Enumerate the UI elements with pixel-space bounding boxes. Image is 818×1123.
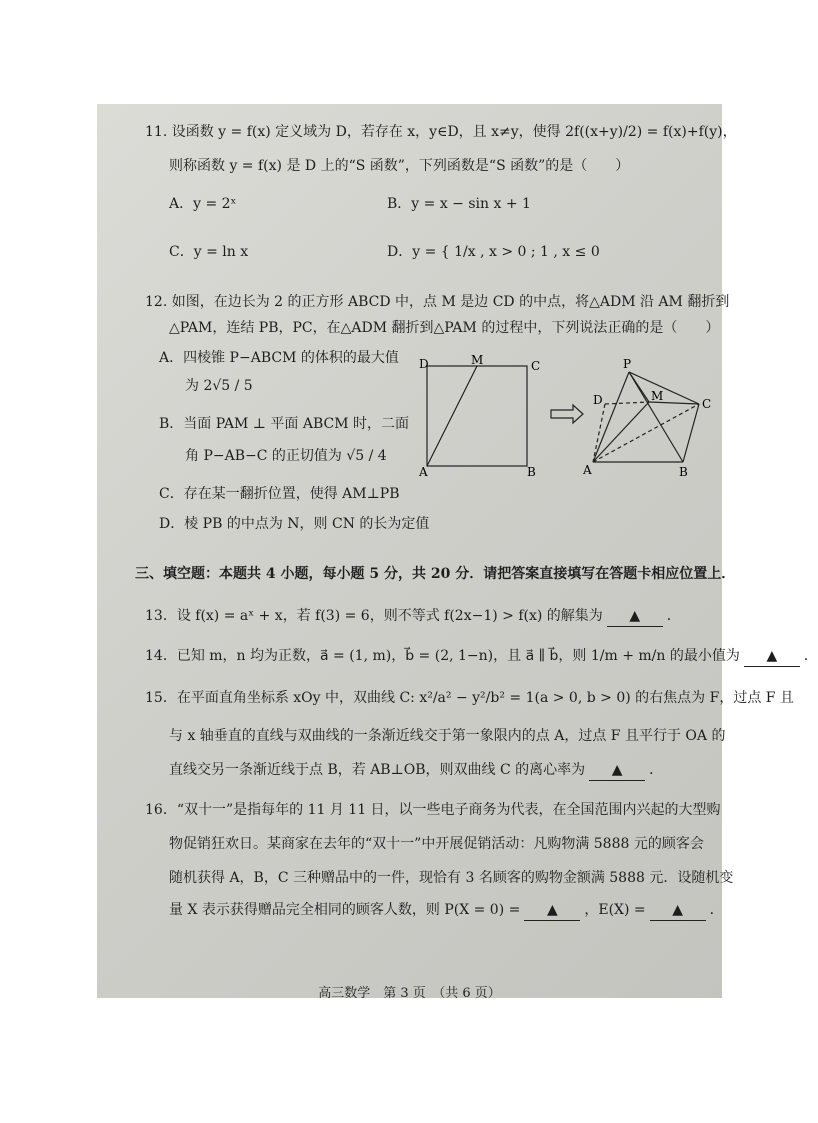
q15-line3-text: 直线交另一条渐近线于点 B，若 AB⊥OB，则双曲线 C 的离心率为 <box>169 762 586 778</box>
label-m-left: M <box>471 353 484 367</box>
label-b-right: B <box>679 465 688 479</box>
q11-line1: 11. 设函数 y = f(x) 定义域为 D，若存在 x，y∈D，且 x≠y，使得 2f((x+y)/2) = f(x)+f(y)， <box>145 124 737 140</box>
label-b-left: B <box>527 465 536 479</box>
q11-line2: 则称函数 y = f(x) 是 D 上的“S 函数”，下列函数是“S 函数”的是（ ） <box>169 158 630 174</box>
q16-end: ． <box>709 902 724 918</box>
label-p-right: P <box>623 357 632 371</box>
q16-line4 <box>169 900 724 921</box>
q11-option-a: A．y = 2ˣ <box>169 196 237 212</box>
q12-line2: △PAM，连结 PB，PC，在△ADM 翻折到△PAM 的过程中，下列说法正确的是（ ） <box>169 320 720 336</box>
q15-line2: 与 x 轴垂直的直线与双曲线的一条渐近线交于第一象限内的点 A，过点 F 且平行于 OA 的 <box>169 728 726 744</box>
q12-option-a1: A．四棱锥 P−ABCM 的体积的最大值 <box>159 350 399 366</box>
square-figure <box>427 366 527 466</box>
q14-text: 14．已知 m，n 均为正数，a⃗ = (1, m)，b⃗ = (2, 1−n)，且 a⃗ ∥ b⃗，则 1/m + m/n 的最小值为 <box>145 648 740 664</box>
q16-line1: 16．“双十一”是指每年的 11 月 11 日，以一些电子商务为代表，在全国范围内兴起的大型购 <box>145 802 721 818</box>
label-a-left: A <box>419 465 428 479</box>
label-c-right: C <box>702 397 712 411</box>
q11-option-b: B．y = x − sin x + 1 <box>387 196 531 212</box>
q16-mid: ，E(X) = <box>584 902 646 918</box>
pyramid-figure <box>593 372 699 462</box>
q13 <box>145 606 681 627</box>
q15-line3 <box>169 760 663 781</box>
q12-line1: 12. 如图，在边长为 2 的正方形 ABCD 中，点 M 是边 CD 的中点，将△ADM 沿 AM 翻折到 <box>145 294 730 310</box>
label-m-right: M <box>651 389 664 403</box>
q11-option-c: C．y = ln x <box>169 244 249 260</box>
label-d-right: D <box>593 393 603 407</box>
q13-end: ． <box>666 608 681 624</box>
arrow-icon <box>551 405 583 423</box>
q12-figure <box>415 354 715 484</box>
q15-answer-blank: ▲ <box>589 760 645 781</box>
label-d-left: D <box>419 357 429 371</box>
q15-line1: 15．在平面直角坐标系 xOy 中，双曲线 C: x²/a² − y²/b² = 1(a > 0, b > 0) 的右焦点为 F，过点 F 且 <box>145 690 794 706</box>
q16-answer-blank-2: ▲ <box>650 900 706 921</box>
q14-end: ． <box>803 648 818 664</box>
q13-answer-blank: ▲ <box>607 606 663 627</box>
q12-option-c: C．存在某一翻折位置，使得 AM⊥PB <box>159 486 400 502</box>
q12-option-a2: 为 2√5 / 5 <box>185 378 253 394</box>
exam-page <box>97 104 818 1001</box>
section-3-heading: 三、填空题：本题共 4 小题，每小题 5 分，共 20 分．请把答案直接填写在答题卡相应位置上． <box>135 566 736 582</box>
q16-line4-text: 量 X 表示获得赠品完全相同的顾客人数，则 P(X = 0) = <box>169 902 521 918</box>
label-c-left: C <box>531 359 541 373</box>
q14-answer-blank: ▲ <box>744 646 800 667</box>
q16-line2: 物促销狂欢日。某商家在去年的“双十一”中开展促销活动：凡购物满 5888 元的顾客会 <box>169 836 704 852</box>
q13-text: 13．设 f(x) = aˣ + x，若 f(3) = 6，则不等式 f(2x−1) > f(x) 的解集为 <box>145 608 603 624</box>
q11-option-d: D．y = { 1/x , x > 0 ; 1 , x ≤ 0 <box>387 244 600 260</box>
q16-answer-blank-1: ▲ <box>524 900 580 921</box>
label-a-right: A <box>583 463 592 477</box>
q12-option-d: D．棱 PB 的中点为 N，则 CN 的长为定值 <box>159 516 430 532</box>
page-footer: 高三数学 第 3 页 （共 6 页） <box>318 986 501 1001</box>
q12-option-b2: 角 P−AB−C 的正切值为 √5 / 4 <box>185 448 387 464</box>
q15-end: ． <box>649 762 664 778</box>
q14 <box>145 646 818 667</box>
q12-option-b1: B．当面 PAM ⊥ 平面 ABCM 时，二面 <box>159 416 409 432</box>
q16-line3: 随机获得 A，B，C 三种赠品中的一件，现恰有 3 名顾客的购物金额满 5888 元．设随机变 <box>169 870 734 886</box>
